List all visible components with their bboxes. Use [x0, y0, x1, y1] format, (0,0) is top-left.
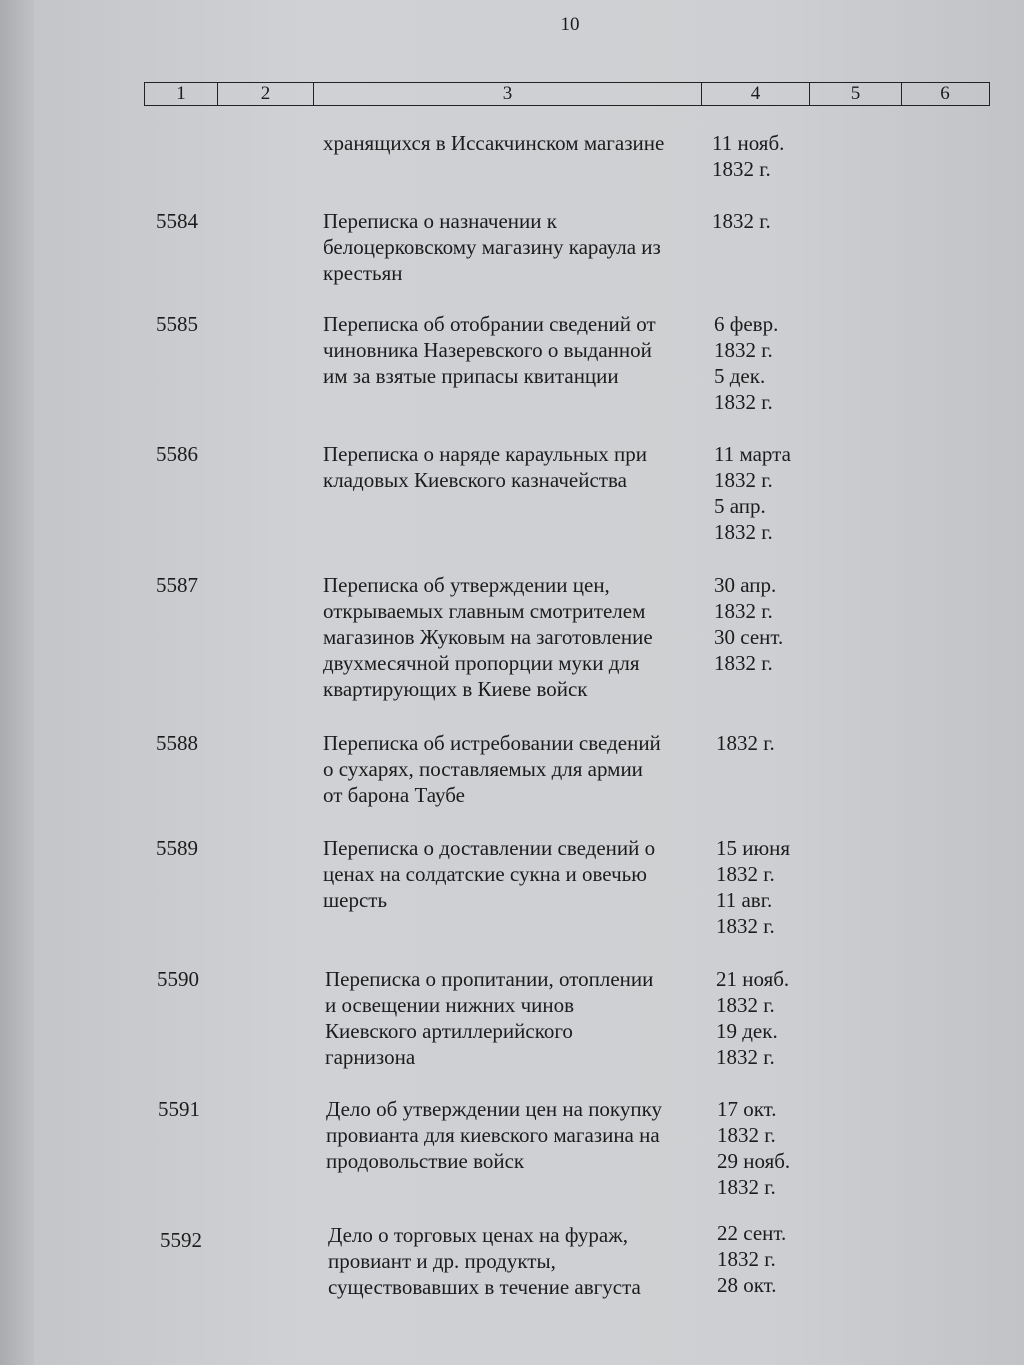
description-line: квартирующих в Киеве войск [323, 677, 588, 701]
date-line: 1832 г. [716, 862, 775, 886]
entry-description [323, 730, 708, 808]
date-line: 1832 г. [714, 338, 773, 362]
entry-description [326, 1096, 711, 1174]
entry-dates [716, 730, 826, 756]
date-line: 1832 г. [716, 731, 775, 755]
description-line: магазинов Жуковым на заготовление [323, 625, 653, 649]
entry-dates [717, 1220, 827, 1298]
entry-number: 5588 [156, 731, 198, 755]
date-line: 30 апр. [714, 573, 777, 597]
entry-description [325, 966, 710, 1070]
entry-description [328, 1222, 713, 1300]
description-line: открываемых главным смотрителем [323, 599, 646, 623]
entry-dates [714, 311, 824, 415]
entry-dates [716, 835, 826, 939]
date-line: 1832 г. [717, 1123, 776, 1147]
date-line: 1832 г. [716, 993, 775, 1017]
description-line: хранящихся в Иссакчинском магазине [323, 131, 665, 155]
entry-dates [712, 208, 822, 234]
column-header-3: 3 [314, 83, 702, 105]
entry-number: 5586 [156, 442, 198, 466]
description-line: Киевского артиллерийского [325, 1019, 573, 1043]
date-line: 5 дек. [714, 364, 766, 388]
description-line: Переписка о назначении к [323, 209, 557, 233]
column-header-6: 6 [940, 83, 950, 104]
entry-number: 5591 [158, 1097, 200, 1121]
column-header-4: 4 [702, 83, 810, 105]
entry-dates [714, 441, 824, 545]
date-line: 28 окт. [717, 1273, 777, 1297]
column-header-row [144, 82, 990, 106]
page-number: 10 [560, 14, 580, 35]
description-line: Переписка о наряде караульных при [323, 442, 647, 466]
date-line: 29 нояб. [717, 1149, 791, 1173]
description-line: кладовых Киевского казначейства [323, 468, 627, 492]
date-line: 11 нояб. [712, 131, 785, 155]
continuation-dates [712, 130, 822, 182]
entry-number: 5585 [156, 312, 198, 336]
entry-description [323, 311, 708, 389]
description-line: двухмесячной пропорции муки для [323, 651, 640, 675]
description-line: чиновника Назеревского о выданной [323, 338, 652, 362]
description-line: провиант и др. продукты, [328, 1249, 556, 1273]
description-line: крестьян [323, 261, 403, 285]
description-line: Переписка о пропитании, отоплении [325, 967, 654, 991]
description-line: от барона Таубе [323, 783, 465, 807]
description-line: гарнизона [325, 1045, 416, 1069]
entry-description [323, 441, 708, 493]
description-line: Дело о торговых ценах на фураж, [328, 1223, 628, 1247]
continuation-description [323, 130, 708, 156]
entry-dates [716, 966, 826, 1070]
description-line: Дело об утверждении цен на покупку [326, 1097, 662, 1121]
description-line: существовавших в течение августа [328, 1275, 641, 1299]
entry-number: 5590 [157, 967, 199, 991]
date-line: 11 марта [714, 442, 791, 466]
description-line: Переписка об отобрании сведений от [323, 312, 656, 336]
date-line: 1832 г. [717, 1247, 776, 1271]
date-line: 5 апр. [714, 494, 766, 518]
date-line: 1832 г. [714, 599, 773, 623]
description-line: им за взятые припасы квитанции [323, 364, 619, 388]
date-line: 11 авг. [716, 888, 773, 912]
description-line: провианта для киевского магазина на [326, 1123, 660, 1147]
description-line: белоцерковскому магазину караула из [323, 235, 661, 259]
date-line: 1832 г. [714, 520, 773, 544]
entry-number: 5589 [156, 836, 198, 860]
date-line: 1832 г. [716, 1045, 775, 1069]
description-line: шерсть [323, 888, 388, 912]
entry-number: 5587 [156, 573, 198, 597]
date-line: 1832 г. [712, 157, 771, 181]
date-line: 1832 г. [714, 468, 773, 492]
description-line: Переписка о доставлении сведений о [323, 836, 656, 860]
description-line: и освещении нижних чинов [325, 993, 575, 1017]
date-line: 1832 г. [714, 651, 773, 675]
entry-description [323, 835, 708, 913]
date-line: 30 сент. [714, 625, 784, 649]
entry-number: 5592 [160, 1228, 202, 1252]
date-line: 19 дек. [716, 1019, 778, 1043]
date-line: 1832 г. [712, 209, 771, 233]
column-header-5: 5 [810, 83, 902, 105]
date-line: 17 окт. [717, 1097, 777, 1121]
entry-description [323, 572, 708, 702]
description-line: Переписка об истребовании сведений [323, 731, 661, 755]
column-header-2: 2 [218, 83, 314, 105]
date-line: 1832 г. [714, 390, 773, 414]
description-line: о сухарях, поставляемых для армии [323, 757, 643, 781]
entry-description [323, 208, 708, 286]
date-line: 1832 г. [717, 1175, 776, 1199]
column-header-1: 1 [145, 83, 218, 105]
date-line: 1832 г. [716, 914, 775, 938]
date-line: 21 нояб. [716, 967, 790, 991]
date-line: 15 июня [716, 836, 791, 860]
entry-dates [717, 1096, 827, 1200]
description-line: ценах на солдатские сукна и овечью [323, 862, 647, 886]
date-line: 22 сент. [717, 1221, 787, 1245]
entry-number: 5584 [156, 209, 198, 233]
date-line: 6 февр. [714, 312, 779, 336]
description-line: Переписка об утверждении цен, [323, 573, 610, 597]
binding-gutter [0, 0, 34, 1365]
entry-dates [714, 572, 824, 676]
description-line: продовольствие войск [326, 1149, 525, 1173]
